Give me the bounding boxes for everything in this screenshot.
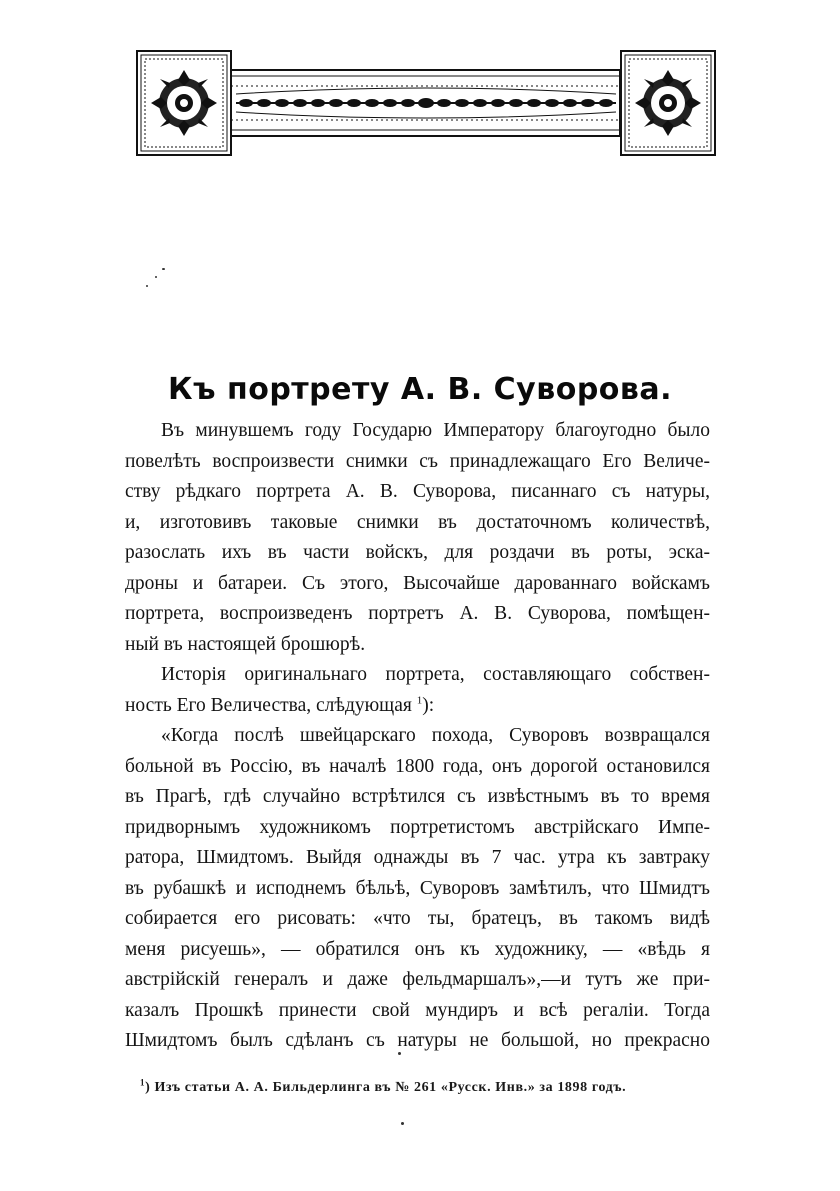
paragraph: [125, 660, 710, 721]
page-title: Къ портрету А. В. Суворова.: [167, 372, 673, 408]
text-line: Шмидтомъ былъ сдѣланъ съ натуры не большой, но прекрасно: [125, 1030, 710, 1051]
text-line: портрета, воспроизведенъ портретъ А. В. Суворова, помѣщен-: [125, 603, 710, 624]
paper-speck: [162, 268, 165, 270]
paper-speck: [155, 276, 157, 278]
paragraph: [125, 721, 710, 1057]
text-line: ству рѣдкаго портрета А. В. Суворова, писаннаго съ натуры,: [125, 481, 710, 502]
footnote: [140, 1077, 720, 1096]
footnote-marker: 1: [140, 1077, 146, 1088]
text-line: собирается его рисовать: «что ты, братецъ, въ такомъ видѣ: [125, 908, 710, 929]
text-line: Въ минувшемъ году Государю Императору благоугодно было: [161, 420, 710, 441]
text-line: дроны и батареи. Съ этого, Высочайше дарованнаго войскамъ: [125, 572, 710, 594]
ornamental-headpiece: [136, 50, 716, 156]
headpiece-ornament-graphic: [136, 50, 716, 156]
text-line: казалъ Прошкѣ принести свой мундиръ и всѣ регаліи. Тогда: [125, 999, 710, 1021]
right-rosette-block: [621, 51, 715, 155]
paragraph: [125, 416, 710, 660]
text-line: повелѣть воспроизвести снимки съ принадлежащаго Его Величе-: [125, 450, 710, 472]
footnote-ref: 1: [416, 694, 423, 706]
central-band: [231, 70, 620, 136]
left-rosette-block: [137, 51, 231, 155]
text-line: «Когда послѣ швейцарскаго похода, Суворовъ возвращался: [161, 725, 710, 746]
paper-speck: [146, 285, 148, 287]
text-line: ратора, Шмидтомъ. Выйдя однажды въ 7 час. утра къ завтраку: [125, 847, 710, 868]
text-line: придворнымъ художникомъ портретистомъ австрійскаго Импе-: [125, 816, 710, 838]
text-line: разослать ихъ въ части войскъ, для роздачи въ роты, эска-: [125, 542, 710, 563]
text-line: австрійскій генералъ и даже фельдмаршалъ»,—и тутъ же при-: [125, 969, 710, 990]
text-line: меня рисуешь», — обратился онъ къ художнику, — «вѣдь я: [125, 938, 710, 960]
text-fragment: ):: [422, 694, 435, 716]
body-text: [125, 416, 710, 1057]
paper-speck: [401, 1122, 404, 1125]
footnote-text: ) Изъ статьи А. А. Бильдерлинга въ № 261 «Русск. Инв.» за 1898 годъ.: [145, 1080, 627, 1095]
text-fragment: ность Его Величества, слѣдующая: [125, 694, 412, 716]
text-line: ный въ настоящей брошюрѣ.: [125, 633, 366, 655]
text-line: въ Прагѣ, гдѣ случайно встрѣтился съ извѣстнымъ въ то время: [125, 786, 710, 807]
text-line: больной въ Россію, въ началѣ 1800 года, онъ дорогой остановился: [125, 755, 710, 777]
text-line: въ рубашкѣ и исподнемъ бѣльѣ, Суворовъ замѣтилъ, что Шмидтъ: [125, 877, 710, 899]
text-line: Исторія оригинальнаго портрета, составляющаго собствен-: [161, 664, 710, 685]
text-line: [125, 691, 710, 722]
text-line: и, изготовивъ таковые снимки въ достаточномъ количествѣ,: [125, 511, 710, 533]
